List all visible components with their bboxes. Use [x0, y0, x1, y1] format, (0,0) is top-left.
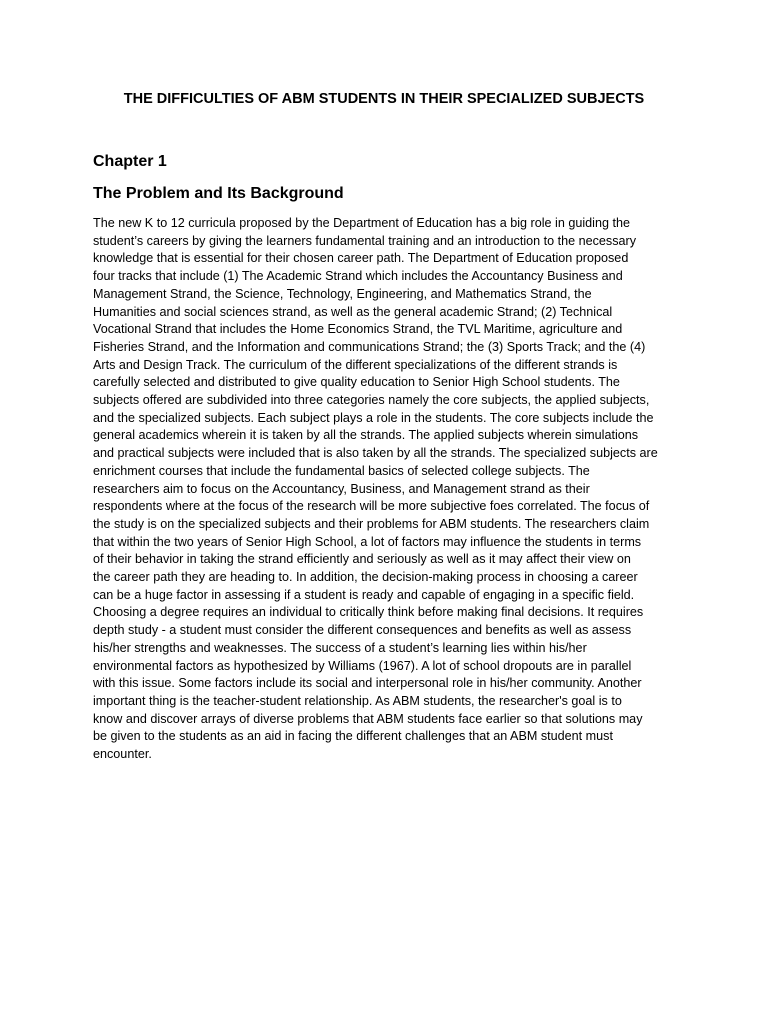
body-line: respondents where at the focus of the research will be more subjective foes correlated. The focus of [93, 499, 650, 514]
body-line: of their behavior in taking the strand efficiently and seriously as well as it may affect their view on [93, 552, 631, 567]
body-line: important thing is the teacher-student relationship. As ABM students, the researcher's goal is to [93, 693, 622, 708]
body-line: and practical subjects were included that is also taken by all the strands. The specialized subjects are [93, 446, 658, 461]
body-line: Management Strand, the Science, Technology, Engineering, and Mathematics Strand, the [93, 286, 592, 301]
body-line: the career path they are heading to. In addition, the decision-making process in choosing a career [93, 570, 638, 585]
body-line: his/her strengths and weaknesses. The success of a student’s learning lies within his/her [93, 640, 587, 655]
body-line: be given to the students as an aid in facing the different challenges that an ABM student must [93, 729, 613, 744]
body-line: four tracks that include (1) The Academic Strand which includes the Accountancy Business and [93, 269, 623, 284]
document-title: THE DIFFICULTIES OF ABM STUDENTS IN THEIR SPECIALIZED SUBJECTS [123, 91, 645, 107]
section-heading: The Problem and Its Background [93, 185, 344, 202]
body-line: student’s careers by giving the learners fundamental training and an introduction to the necessary [93, 233, 637, 248]
body-line: carefully selected and distributed to give quality education to Senior High School students. The [93, 375, 620, 390]
body-line: depth study - a student must consider the different consequences and benefits as well as assess [93, 623, 632, 638]
body-line: knowledge that is essential for their chosen career path. The Department of Education proposed [93, 251, 629, 266]
body-line: the study is on the specialized subjects and their problems for ABM students. The researchers claim [93, 516, 650, 531]
body-line: The new K to 12 curricula proposed by the Department of Education has a big role in guiding the [93, 216, 630, 230]
body-line: subjects offered are subdivided into three categories namely the core subjects, the applied subjects, [93, 393, 650, 408]
body-line: with this issue. Some factors include its social and interpersonal role in his/her community. Another [93, 676, 642, 691]
body-line: Arts and Design Track. The curriculum of the different specializations of the different strands is [93, 357, 618, 372]
body-line: that within the two years of Senior High School, a lot of factors may influence the students in terms [93, 534, 642, 549]
body-line: researchers aim to focus on the Accountancy, Business, and Management strand as their [93, 481, 590, 496]
body-line: can be a huge factor in assessing if a student is ready and capable of engaging in a specific field. [93, 587, 635, 602]
body-line: Humanities and social sciences strand, as well as the general academic Strand; (2) Technical [93, 304, 613, 319]
body-line: enrichment courses that include the fundamental basics of selected college subjects. The [93, 463, 590, 478]
body-paragraph [93, 215, 675, 764]
body-line: Choosing a degree requires an individual to critically think before making final decisions. It requires [93, 605, 644, 620]
body-line: know and discover arrays of diverse problems that ABM students face earlier so that solutions may [93, 711, 643, 726]
body-line: environmental factors as hypothesized by Williams (1967). A lot of school dropouts are in parallel [93, 658, 632, 673]
body-line: general academics wherein it is taken by all the strands. The applied subjects wherein simulations [93, 428, 639, 443]
body-line: and the specialized subjects. Each subject plays a role in the students. The core subjects include the [93, 410, 654, 425]
body-line: Vocational Strand that includes the Home Economics Strand, the TVL Maritime, agriculture and [93, 322, 623, 337]
body-line: Fisheries Strand, and the Information and communications Strand; the (3) Sports Track; and the (4) [93, 339, 646, 354]
body-line: encounter. [93, 747, 152, 762]
chapter-heading: Chapter 1 [93, 153, 167, 170]
